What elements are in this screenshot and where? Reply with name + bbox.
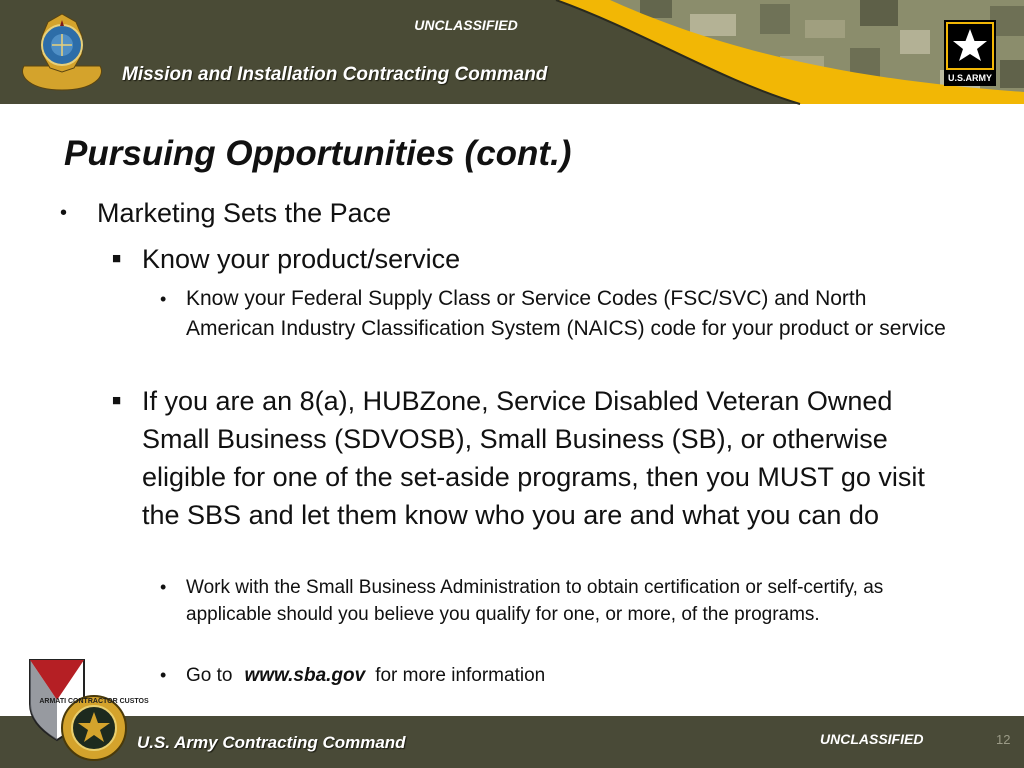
sba-website-link[interactable]: www.sba.gov	[244, 665, 366, 686]
classification-label-top: UNCLASSIFIED	[414, 17, 518, 33]
square-bullet-icon: ■	[112, 250, 122, 267]
bullet-fsc-naics	[160, 284, 955, 344]
bullet-text: If you are an 8(a), HUBZone, Service Disabled Veteran Owned Small Business (SDVOSB), Small Business (SB), or otherwise eligible for one of the set-aside programs, then you MUST go visit the SBS and let them know who you are and what you can do	[142, 386, 925, 530]
command-title: Mission and Installation Contracting Command	[122, 64, 548, 85]
bullet-know-product	[110, 240, 940, 278]
bullet-dot-icon: •	[60, 202, 68, 224]
camouflage-banner-graphic	[0, 0, 1024, 104]
army-contracting-command-emblem-icon	[20, 656, 149, 764]
us-army-star-logo-icon	[944, 20, 996, 86]
bullet-set-aside	[110, 382, 940, 534]
bullet-go-to-sba	[160, 662, 955, 689]
bullet-dot-icon: •	[160, 665, 167, 685]
bullet-text: Work with the Small Business Administration to obtain certification or self-certify, as applicable should you believe you qualify for one, or more, of the programs.	[186, 577, 884, 625]
go-to-suffix: for more information	[375, 665, 546, 686]
army-logo-text: U.S.ARMY	[947, 73, 993, 83]
slide-title: Pursuing Opportunities (cont.)	[64, 134, 572, 173]
bullet-dot-icon: •	[160, 289, 167, 309]
bullet-text	[186, 662, 955, 689]
header-banner	[0, 0, 1024, 104]
page-number: 12	[996, 732, 1011, 747]
bullet-text: Marketing Sets the Pace	[97, 198, 392, 228]
bullet-marketing	[58, 196, 938, 230]
bullet-text: Know your product/service	[142, 244, 461, 274]
bullet-dot-icon: •	[160, 577, 167, 597]
classification-label-bottom: UNCLASSIFIED	[820, 731, 924, 747]
emblem-ring-text: ARMATI CONTRACTOR CUSTOS	[39, 698, 149, 705]
bullet-sba-certify	[160, 574, 955, 628]
square-bullet-icon: ■	[112, 392, 122, 409]
bullet-text: Know your Federal Supply Class or Service Codes (FSC/SVC) and North American Industry Classification System (NAICS) code for your product or service	[186, 287, 946, 340]
go-to-prefix: Go to	[186, 665, 233, 686]
footer-command-title: U.S. Army Contracting Command	[137, 733, 406, 752]
